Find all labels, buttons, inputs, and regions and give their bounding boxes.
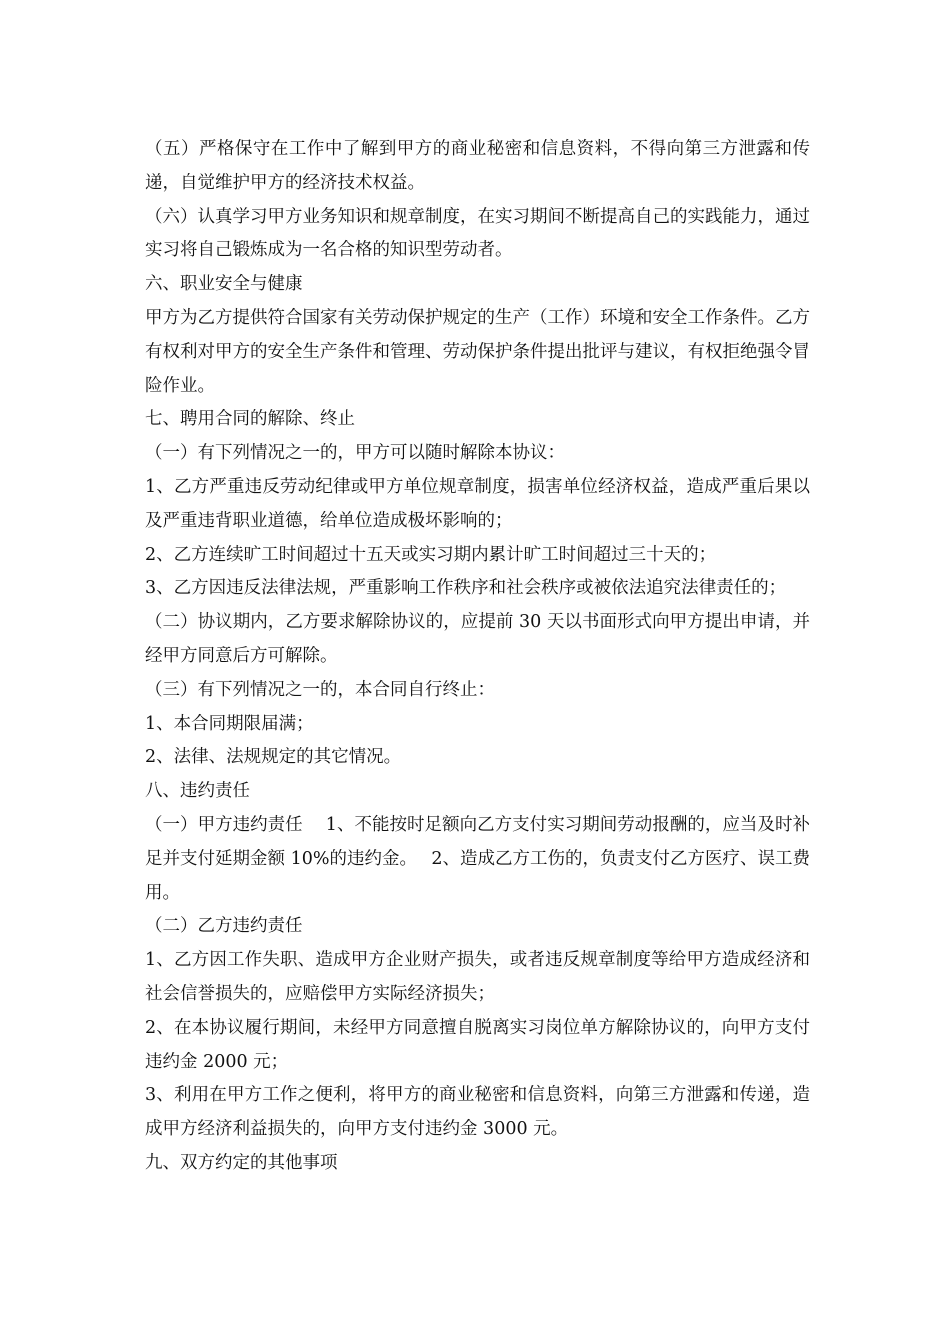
clause-8-2-item-1: 1、乙方因工作失职、造成甲方企业财产损失，或者违反规章制度等给甲方造成经济和社会信誉损失的，应赔偿甲方实际经济损失； [145,950,810,1004]
clause-8-2-item-2: 2、在本协议履行期间，未经甲方同意擅自脱离实习岗位单方解除协议的，向甲方支付违约金 2000 元； [145,1017,810,1072]
clause-8-1: （一）甲方违约责任 1、不能按时足额向乙方支付实习期间劳动报酬的，应当及时补足并支付延期金额 10%的违约金。 2、造成乙方工伤的，负责支付乙方医疗、误工费用。 [145,814,810,903]
clause-7-1-item-1: 1、乙方严重违反劳动纪律或甲方单位规章制度，损害单位经济权益，造成严重后果以及严重违背职业道德，给单位造成极坏影响的； [145,476,810,531]
clause-7-1: （一）有下列情况之一的，甲方可以随时解除本协议： [145,443,565,464]
clause-7-1-item-3: 3、乙方因违反法律法规，严重影响工作秩序和社会秩序或被依法追究法律责任的； [145,578,787,599]
clause-7-1-item-2: 2、乙方连续旷工时间超过十五天或实习期内累计旷工时间超过三十天的； [145,544,717,565]
section-6-body: 甲方为乙方提供符合国家有关劳动保护规定的生产（工作）环境和安全工作条件。乙方有权利对甲方的安全生产条件和管理、劳动保护条件提出批评与建议，有权拒绝强令冒险作业。 [145,307,810,396]
clause-5-6: （六）认真学习甲方业务知识和规章制度，在实习期间不断提高自己的实践能力，通过实习将自己锻炼成为一名合格的知识型劳动者。 [145,206,810,261]
clause-7-2: （二）协议期内，乙方要求解除协议的，应提前 30 天以书面形式向甲方提出申请，并经甲方同意后方可解除。 [145,612,810,666]
clause-7-3: （三）有下列情况之一的，本合同自行终止： [145,679,495,700]
section-heading-6: 六、职业安全与健康 [145,274,303,295]
clause-8-2: （二）乙方违约责任 [145,916,303,937]
section-heading-9: 九、双方约定的其他事项 [145,1152,338,1173]
section-heading-7: 七、聘用合同的解除、终止 [145,409,355,430]
document-body [145,133,810,1181]
clause-5-5: （五）严格保守在工作中了解到甲方的商业秘密和信息资料，不得向第三方泄露和传递，自觉维护甲方的经济技术权益。 [145,139,810,193]
section-heading-8: 八、违约责任 [145,781,250,802]
clause-7-3-item-1: 1、本合同期限届满； [145,713,314,734]
clause-7-3-item-2: 2、法律、法规规定的其它情况。 [145,747,402,768]
clause-8-2-item-3: 3、利用在甲方工作之便利，将甲方的商业秘密和信息资料，向第三方泄露和传递，造成甲方经济利益损失的，向甲方支付违约金 3000 元。 [145,1085,810,1140]
